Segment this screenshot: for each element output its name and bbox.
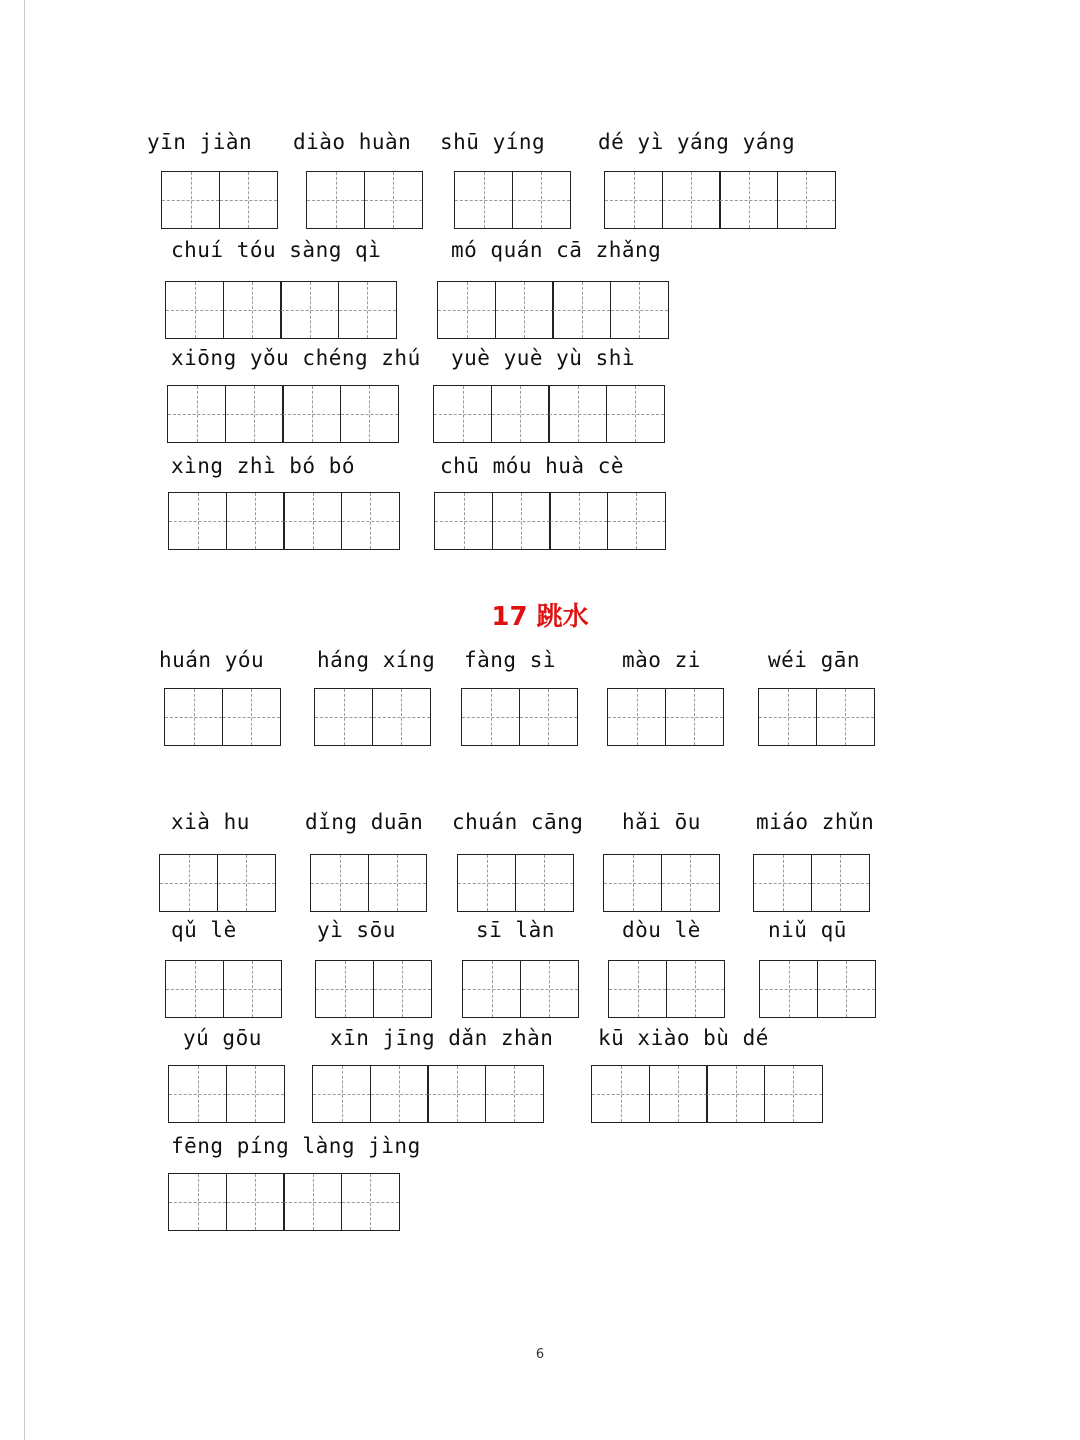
writing-box[interactable] — [310, 854, 369, 912]
writing-box[interactable] — [608, 960, 667, 1018]
writing-box[interactable] — [283, 492, 342, 550]
writing-box[interactable] — [519, 688, 578, 746]
pinyin-prompt: xiōng yǒu chéng zhú — [171, 346, 421, 370]
writing-box[interactable] — [753, 854, 812, 912]
writing-box[interactable] — [485, 1065, 544, 1123]
writing-box[interactable] — [552, 281, 611, 339]
tianzige-grid — [759, 960, 876, 1018]
tianzige-grid — [314, 688, 431, 746]
writing-box[interactable] — [364, 171, 423, 229]
writing-box[interactable] — [168, 1173, 227, 1231]
tianzige-grid — [312, 1065, 544, 1123]
pinyin-prompt: xīn jīng dǎn zhàn — [330, 1026, 554, 1050]
writing-box[interactable] — [225, 385, 284, 443]
writing-box[interactable] — [340, 385, 399, 443]
writing-box[interactable] — [462, 960, 521, 1018]
tianzige-grid — [437, 281, 669, 339]
writing-box[interactable] — [368, 854, 427, 912]
writing-box[interactable] — [219, 171, 278, 229]
tianzige-grid — [462, 960, 579, 1018]
writing-box[interactable] — [341, 492, 400, 550]
pinyin-prompt: huán yóu — [159, 648, 265, 672]
writing-box[interactable] — [223, 960, 282, 1018]
tianzige-grid — [164, 688, 281, 746]
writing-box[interactable] — [168, 492, 227, 550]
tianzige-grid — [310, 854, 427, 912]
writing-box[interactable] — [427, 1065, 486, 1123]
writing-box[interactable] — [512, 171, 571, 229]
writing-box[interactable] — [338, 281, 397, 339]
writing-box[interactable] — [759, 960, 818, 1018]
writing-box[interactable] — [454, 171, 513, 229]
pinyin-prompt: mó quán cā zhǎng — [451, 238, 662, 262]
writing-box[interactable] — [165, 960, 224, 1018]
tianzige-grid — [454, 171, 571, 229]
tianzige-grid — [461, 688, 578, 746]
writing-box[interactable] — [282, 385, 341, 443]
writing-box[interactable] — [168, 1065, 227, 1123]
writing-box[interactable] — [548, 385, 607, 443]
writing-box[interactable] — [607, 688, 666, 746]
tianzige-grid — [433, 385, 665, 443]
writing-box[interactable] — [610, 281, 669, 339]
writing-box[interactable] — [649, 1065, 708, 1123]
tianzige-grid — [306, 171, 423, 229]
writing-box[interactable] — [666, 960, 725, 1018]
writing-box[interactable] — [314, 688, 373, 746]
page-number: 6 — [535, 1347, 545, 1362]
tianzige-grid — [159, 854, 276, 912]
pinyin-prompt: diào huàn — [293, 130, 412, 154]
writing-box[interactable] — [515, 854, 574, 912]
writing-box[interactable] — [491, 385, 550, 443]
tianzige-grid — [168, 1065, 285, 1123]
pinyin-prompt: fàng sì — [464, 648, 557, 672]
pinyin-prompt: dé yì yáng yáng — [598, 130, 796, 154]
writing-box[interactable] — [437, 281, 496, 339]
tianzige-grid — [608, 960, 725, 1018]
pinyin-prompt: dǐng duān — [305, 810, 424, 834]
tianzige-grid — [168, 492, 400, 550]
tianzige-grid — [457, 854, 574, 912]
page-margin-line — [24, 0, 25, 1440]
pinyin-prompt: chū móu huà cè — [440, 454, 625, 478]
writing-box[interactable] — [341, 1173, 400, 1231]
writing-box[interactable] — [816, 688, 875, 746]
writing-box[interactable] — [159, 854, 218, 912]
writing-box[interactable] — [461, 688, 520, 746]
tianzige-grid — [753, 854, 870, 912]
writing-box[interactable] — [719, 171, 778, 229]
pinyin-prompt: kū xiào bù dé — [598, 1026, 769, 1050]
writing-box[interactable] — [777, 171, 836, 229]
pinyin-prompt: sī làn — [476, 918, 555, 942]
tianzige-grid — [168, 1173, 400, 1231]
writing-box[interactable] — [492, 492, 551, 550]
writing-box[interactable] — [764, 1065, 823, 1123]
writing-box[interactable] — [217, 854, 276, 912]
writing-box[interactable] — [817, 960, 876, 1018]
writing-box[interactable] — [665, 688, 724, 746]
writing-box[interactable] — [811, 854, 870, 912]
writing-box[interactable] — [370, 1065, 429, 1123]
writing-box[interactable] — [661, 854, 720, 912]
pinyin-prompt: yuè yuè yù shì — [451, 346, 636, 370]
tianzige-grid — [165, 281, 397, 339]
pinyin-prompt: fēng píng làng jìng — [171, 1134, 421, 1158]
writing-box[interactable] — [591, 1065, 650, 1123]
writing-box[interactable] — [433, 385, 492, 443]
pinyin-prompt: chuí tóu sàng qì — [171, 238, 382, 262]
pinyin-prompt: qǔ lè — [171, 918, 237, 942]
writing-box[interactable] — [226, 1173, 285, 1231]
writing-box[interactable] — [223, 281, 282, 339]
tianzige-grid — [165, 960, 282, 1018]
writing-box[interactable] — [758, 688, 817, 746]
writing-box[interactable] — [495, 281, 554, 339]
writing-box[interactable] — [607, 492, 666, 550]
tianzige-grid — [167, 385, 399, 443]
writing-box[interactable] — [280, 281, 339, 339]
writing-box[interactable] — [283, 1173, 342, 1231]
pinyin-prompt: yú gōu — [183, 1026, 262, 1050]
pinyin-prompt: mào zi — [622, 648, 701, 672]
pinyin-prompt: dòu lè — [622, 918, 701, 942]
pinyin-prompt: shū yíng — [440, 130, 546, 154]
pinyin-prompt: wéi gān — [768, 648, 861, 672]
pinyin-prompt: xìng zhì bó bó — [171, 454, 356, 478]
writing-box[interactable] — [161, 171, 220, 229]
writing-box[interactable] — [372, 688, 431, 746]
writing-box[interactable] — [306, 171, 365, 229]
tianzige-grid — [315, 960, 432, 1018]
pinyin-prompt: yīn jiàn — [147, 130, 253, 154]
pinyin-prompt: xià hu — [171, 810, 250, 834]
tianzige-grid — [591, 1065, 823, 1123]
pinyin-prompt: háng xíng — [317, 648, 436, 672]
tianzige-grid — [161, 171, 278, 229]
writing-box[interactable] — [226, 1065, 285, 1123]
writing-box[interactable] — [457, 854, 516, 912]
writing-box[interactable] — [373, 960, 432, 1018]
writing-box[interactable] — [706, 1065, 765, 1123]
pinyin-prompt: chuán cāng — [452, 810, 584, 834]
pinyin-prompt: yì sōu — [317, 918, 396, 942]
writing-box[interactable] — [226, 492, 285, 550]
writing-box[interactable] — [315, 960, 374, 1018]
writing-box[interactable] — [434, 492, 493, 550]
tianzige-grid — [607, 688, 724, 746]
pinyin-prompt: miáo zhǔn — [756, 810, 875, 834]
pinyin-prompt: hǎi ōu — [622, 810, 701, 834]
tianzige-grid — [604, 171, 836, 229]
section-title: 17 跳水 — [491, 602, 589, 632]
writing-box[interactable] — [222, 688, 281, 746]
writing-box[interactable] — [606, 385, 665, 443]
writing-box[interactable] — [603, 854, 662, 912]
pinyin-prompt: niǔ qū — [768, 918, 847, 942]
writing-box[interactable] — [164, 688, 223, 746]
tianzige-grid — [758, 688, 875, 746]
tianzige-grid — [603, 854, 720, 912]
writing-box[interactable] — [312, 1065, 371, 1123]
writing-box[interactable] — [520, 960, 579, 1018]
tianzige-grid — [434, 492, 666, 550]
writing-box[interactable] — [165, 281, 224, 339]
writing-box[interactable] — [549, 492, 608, 550]
writing-box[interactable] — [662, 171, 721, 229]
writing-box[interactable] — [604, 171, 663, 229]
writing-box[interactable] — [167, 385, 226, 443]
